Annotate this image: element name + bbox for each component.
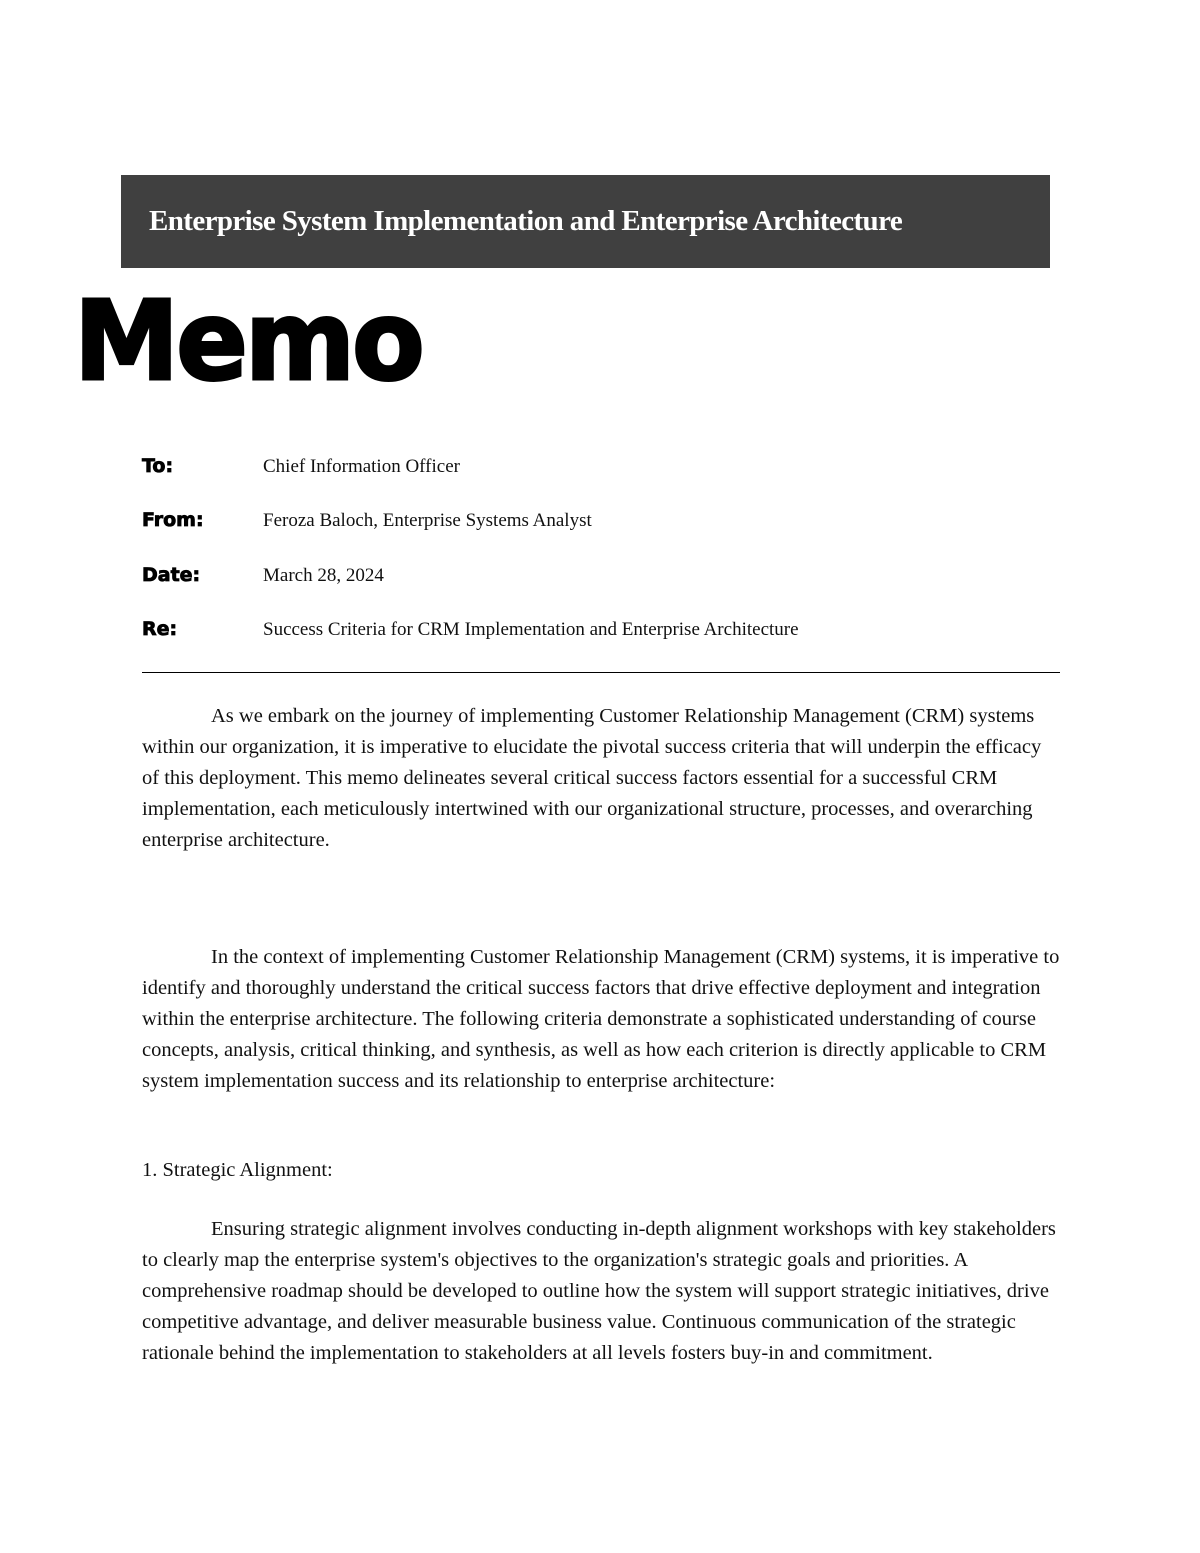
context-paragraph: In the context of implementing Customer Relationship Management (CRM) systems, it is imperative to identify and thoroughly understand the critical success factors that drive effective deployment and integration within the enterprise architecture. The following criteria demonstrate a sophisticated understanding of course concepts, analysis, critical thinking, and synthesis, as well as how each criterion is directly applicable to CRM system implementation success and its relationship to enterprise architecture: — [142, 946, 1060, 1092]
date-label: Date: — [142, 563, 201, 586]
date-value: March 28, 2024 — [263, 564, 384, 586]
section-heading-strategic-alignment: 1. Strategic Alignment: — [142, 1159, 333, 1181]
intro-paragraph: As we embark on the journey of implementing Customer Relationship Management (CRM) systems within our organization, it is imperative to elucidate the pivotal success criteria that will underpin the efficacy of this deployment. This memo delineates several critical success factors essential for a successful CRM implementation, each meticulously intertwined with our organizational structure, processes, and overarching enterprise architecture. — [142, 705, 1042, 851]
to-label: To: — [142, 455, 174, 477]
re-label: Re: — [142, 617, 178, 640]
from-value: Feroza Baloch, Enterprise Systems Analyst — [263, 510, 592, 532]
memo-header-fields — [142, 455, 1060, 672]
banner-title: Enterprise System Implementation and Enterprise Architecture — [149, 205, 903, 237]
date-field — [142, 564, 1060, 618]
from-label: From: — [142, 509, 204, 532]
to-field — [142, 455, 1060, 509]
re-field — [142, 618, 1060, 672]
header-divider — [142, 672, 1060, 673]
re-value: Success Criteria for CRM Implementation and Enterprise Architecture — [263, 618, 799, 640]
title-banner — [121, 175, 1050, 268]
strategic-alignment-paragraph: Ensuring strategic alignment involves conducting in-depth alignment workshops with key stakeholders to clearly map the enterprise system's objectives to the organization's strategic goals and priorities. A comprehensive roadmap should be developed to outline how the system will support strategic initiatives, drive competitive advantage, and deliver measurable business value. Continuous communication of the strategic rationale behind the implementation to stakeholders at all levels fosters buy-in and commitment. — [142, 1218, 1056, 1364]
to-value: Chief Information Officer — [263, 456, 460, 477]
memo-heading: Memo — [74, 277, 422, 405]
from-field — [142, 509, 1060, 563]
